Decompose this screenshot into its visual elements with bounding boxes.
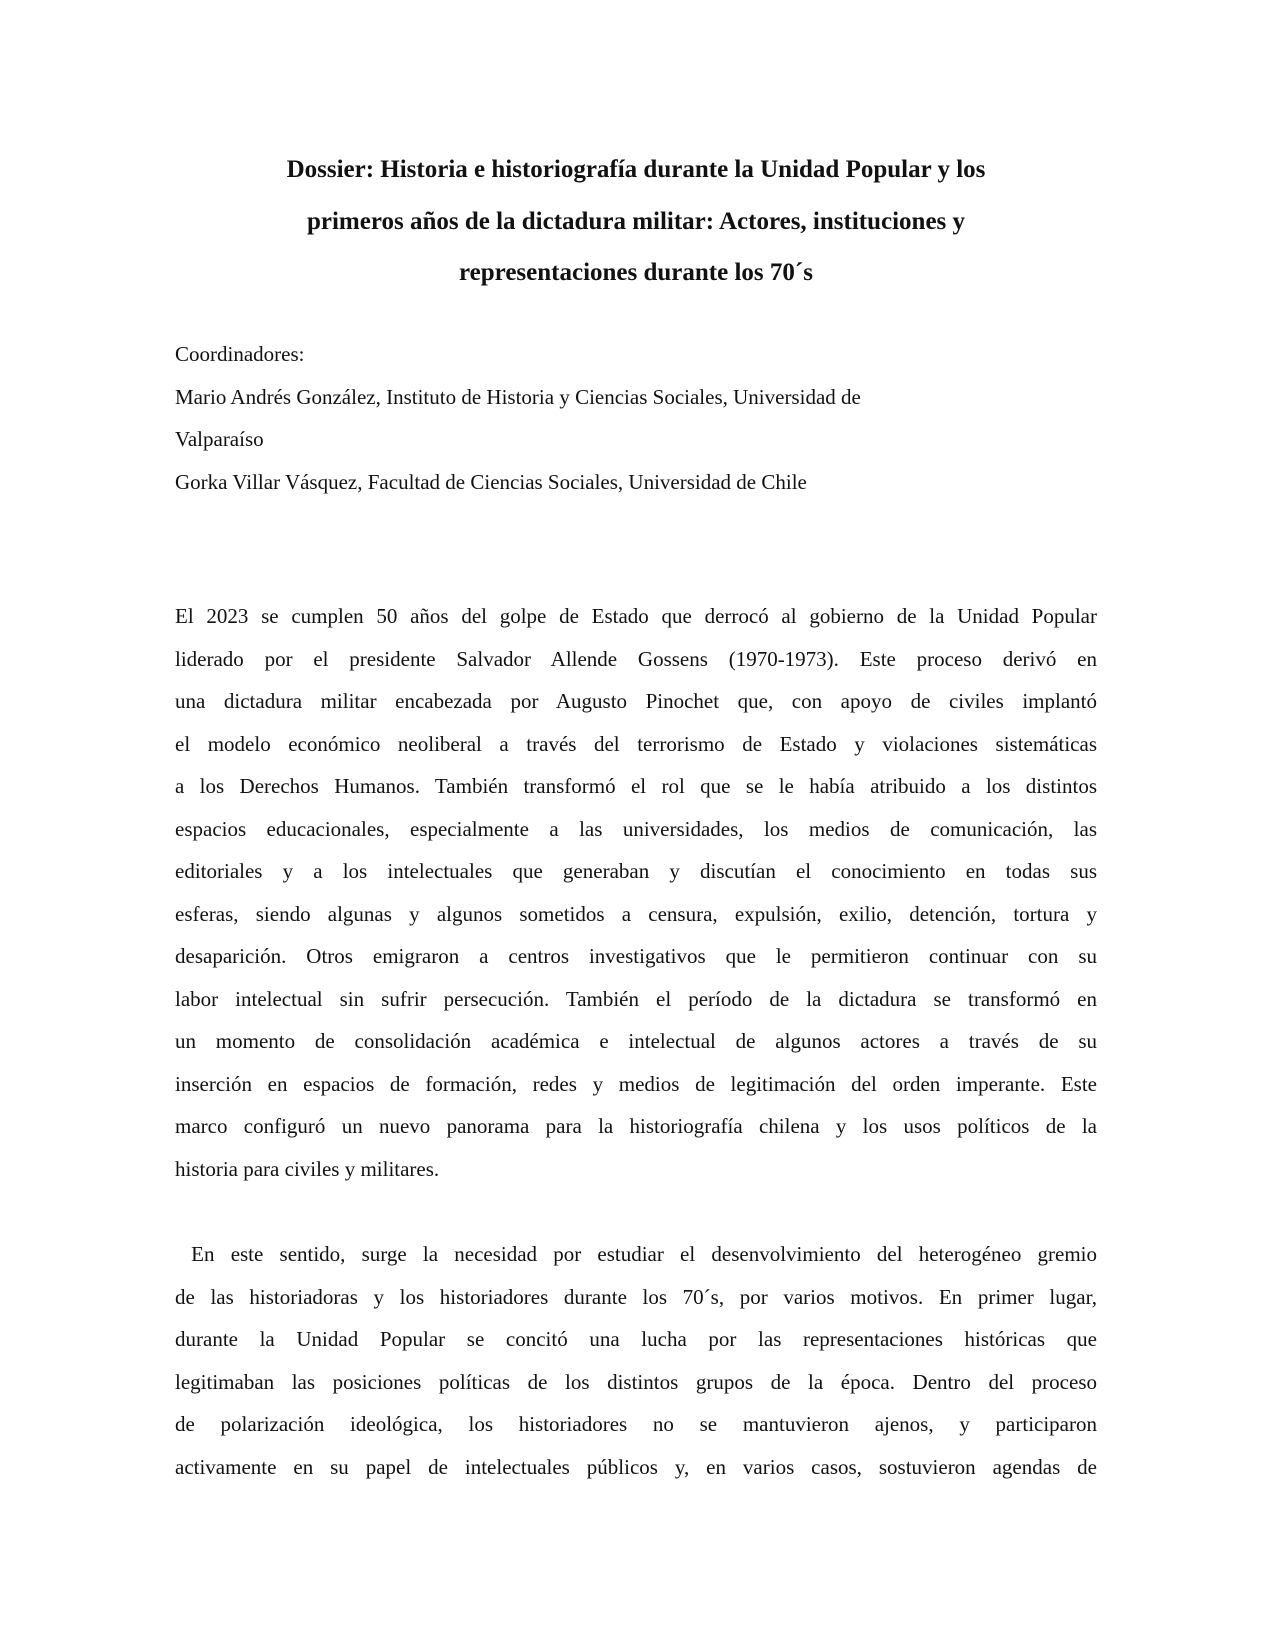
- paragraph-line: activamente en su papel de intelectuales públicos y, en varios casos, sostuvieron agendas de: [175, 1454, 1097, 1479]
- title-line: primeros años de la dictadura militar: Actores, instituciones y: [306, 207, 966, 235]
- paragraph-line: de las historiadoras y los historiadores durante los 70´s, por varios motivos. En primer lugar,: [175, 1284, 1097, 1309]
- paragraph-line: liderado por el presidente Salvador Allende Gossens (1970-1973). Este proceso derivó en: [175, 646, 1097, 671]
- paragraph-line: editoriales y a los intelectuales que generaban y discutían el conocimiento en todas sus: [175, 859, 1097, 883]
- paragraph-line: El 2023 se cumplen 50 años del golpe de Estado que derrocó al gobierno de la Unidad Popular: [175, 604, 1097, 628]
- coordinator-line: Gorka Villar Vásquez, Facultad de Ciencias Sociales, Universidad de Chile: [175, 469, 807, 494]
- paragraph-line: marco configuró un nuevo panorama para la historiografía chilena y los usos políticos de la: [175, 1114, 1097, 1138]
- paragraph-line: desaparición. Otros emigraron a centros investigativos que le permitieron continuar con su: [175, 944, 1097, 968]
- paragraph-line: a los Derechos Humanos. También transformó el rol que se le había atribuido a los distintos: [175, 774, 1097, 798]
- paragraph-2: [175, 1233, 1097, 1488]
- paragraph-line: historia para civiles y militares.: [175, 1156, 440, 1181]
- coordinators-label: Coordinadores:: [175, 342, 305, 366]
- title-line: representaciones durante los 70´s: [459, 259, 813, 286]
- paragraph-line: espacios educacionales, especialmente a las universidades, los medios de comunicación, las: [175, 816, 1097, 841]
- paragraph-line: un momento de consolidación académica e intelectual de algunos actores a través de su: [175, 1029, 1097, 1053]
- paragraph-line: durante la Unidad Popular se concitó una lucha por las representaciones históricas que: [175, 1327, 1097, 1351]
- coordinators-block: [175, 333, 1097, 503]
- paragraph-line: labor intelectual sin sufrir persecución. También el período de la dictadura se transformó en: [175, 986, 1097, 1011]
- document-title: [175, 144, 1097, 299]
- paragraph-line: el modelo económico neoliberal a través del terrorismo de Estado y violaciones sistemáticas: [175, 731, 1097, 756]
- paragraph-line: de polarización ideológica, los historiadores no se mantuvieron ajenos, y participaron: [175, 1412, 1097, 1436]
- paragraph-line: inserción en espacios de formación, redes y medios de legitimación del orden imperante. Este: [175, 1071, 1097, 1096]
- paragraph-line: una dictadura militar encabezada por Augusto Pinochet que, con apoyo de civiles implantó: [175, 689, 1097, 713]
- paragraph-line: esferas, siendo algunas y algunos sometidos a censura, expulsión, exilio, detención, tortura y: [175, 901, 1097, 926]
- coordinator-line: Mario Andrés González, Instituto de Historia y Ciencias Sociales, Universidad de: [175, 384, 861, 409]
- paragraph-line: En este sentido, surge la necesidad por estudiar el desenvolvimiento del heterogéneo gremio: [175, 1242, 1097, 1266]
- paragraph-1: [175, 595, 1097, 1190]
- paragraph-line: legitimaban las posiciones políticas de los distintos grupos de la época. Dentro del proceso: [175, 1369, 1097, 1394]
- coordinator-line: Valparaíso: [175, 427, 264, 451]
- title-line: Dossier: Historia e historiografía durante la Unidad Popular y los: [286, 156, 986, 183]
